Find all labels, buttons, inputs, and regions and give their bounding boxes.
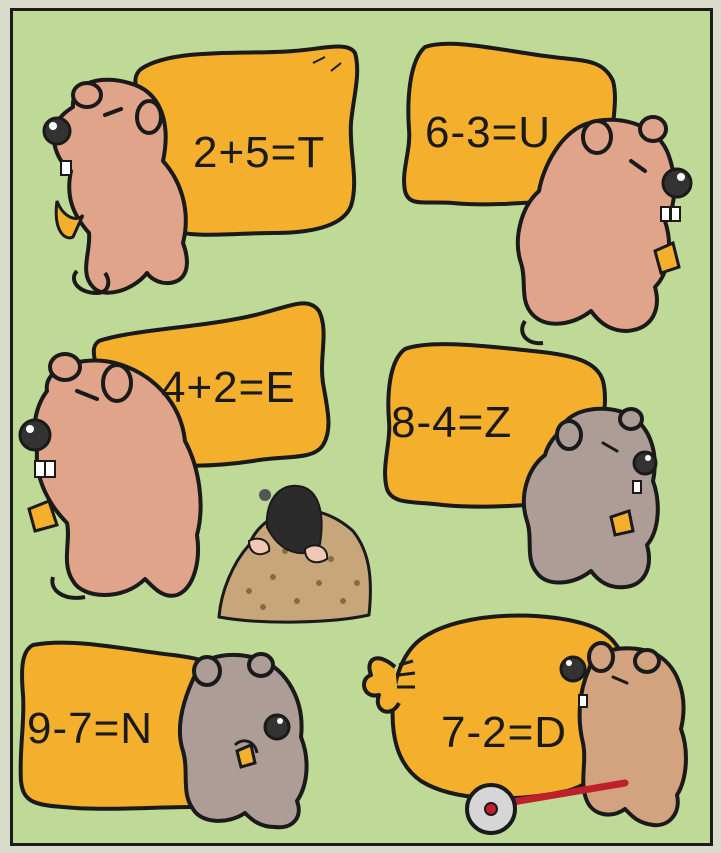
- puzzle-panel: [10, 8, 713, 846]
- equation-1: 2+5=T: [193, 128, 326, 177]
- equation-5: 9-7=N: [27, 704, 154, 753]
- equation-2: 6-3=U: [425, 108, 552, 157]
- equation-6: 7-2=D: [441, 708, 568, 757]
- equation-3: 4+2=E: [161, 363, 296, 412]
- equation-4: 8-4=Z: [391, 398, 513, 447]
- hamster-5-icon: [180, 654, 307, 827]
